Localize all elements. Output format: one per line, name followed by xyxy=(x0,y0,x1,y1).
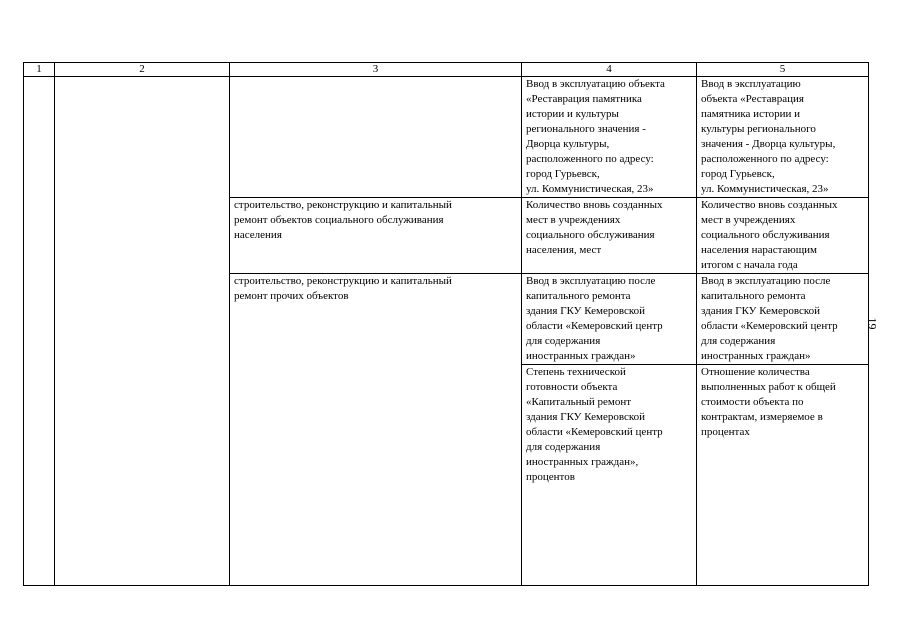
col-2-cell xyxy=(55,77,230,586)
header-col-2: 2 xyxy=(55,63,230,77)
col-1-cell xyxy=(24,77,55,586)
row-3-col-5-part-b: Отношение количества выполненных работ к общей стоимости объекта по контрактам, измеряемое в процентах xyxy=(697,364,868,440)
row-2-col-3: строительство, реконструкцию и капитальный ремонт объектов социального обслуживания населения xyxy=(230,198,522,274)
row-3-col-4 xyxy=(522,274,697,586)
row-3-col-5 xyxy=(697,274,869,586)
header-col-3: 3 xyxy=(230,63,522,77)
table-header-row xyxy=(24,63,869,77)
header-col-1: 1 xyxy=(24,63,55,77)
table-row xyxy=(24,77,869,198)
row-1-col-4: Ввод в эксплуатацию объекта «Реставрация памятника истории и культуры регионального значения - Дворца культуры, расположенного по адресу: город Гурьевск, ул. Коммунистическая, 23» xyxy=(522,77,697,198)
header-col-5: 5 xyxy=(697,63,869,77)
program-table xyxy=(23,62,869,586)
row-3-col-3: строительство, реконструкцию и капитальный ремонт прочих объектов xyxy=(230,274,522,586)
row-1-col-5: Ввод в эксплуатацию объекта «Реставрация памятника истории и культуры регионального значения - Дворца культуры, расположенного по адресу: город Гурьевск, ул. Коммунистическая, 23» xyxy=(697,77,869,198)
row-2-col-4: Количество вновь созданных мест в учреждениях социального обслуживания населения, мест xyxy=(522,198,697,274)
page-number: 19 xyxy=(865,317,880,330)
row-2-col-5: Количество вновь созданных мест в учреждениях социального обслуживания населения нарастающим итогом с начала года xyxy=(697,198,869,274)
row-1-col-3 xyxy=(230,77,522,198)
row-3-col-4-part-b: Степень технической готовности объекта «Капитальный ремонт здания ГКУ Кемеровской области «Кемеровский центр для содержания иностранных граждан», процентов xyxy=(522,364,696,485)
row-3-col-5-part-a: Ввод в эксплуатацию после капитального ремонта здания ГКУ Кемеровской области «Кемеровский центр для содержания иностранных граждан» xyxy=(701,275,838,362)
row-3-col-4-part-a: Ввод в эксплуатацию после капитального ремонта здания ГКУ Кемеровской области «Кемеровский центр для содержания иностранных граждан» xyxy=(526,275,663,362)
header-col-4: 4 xyxy=(522,63,697,77)
